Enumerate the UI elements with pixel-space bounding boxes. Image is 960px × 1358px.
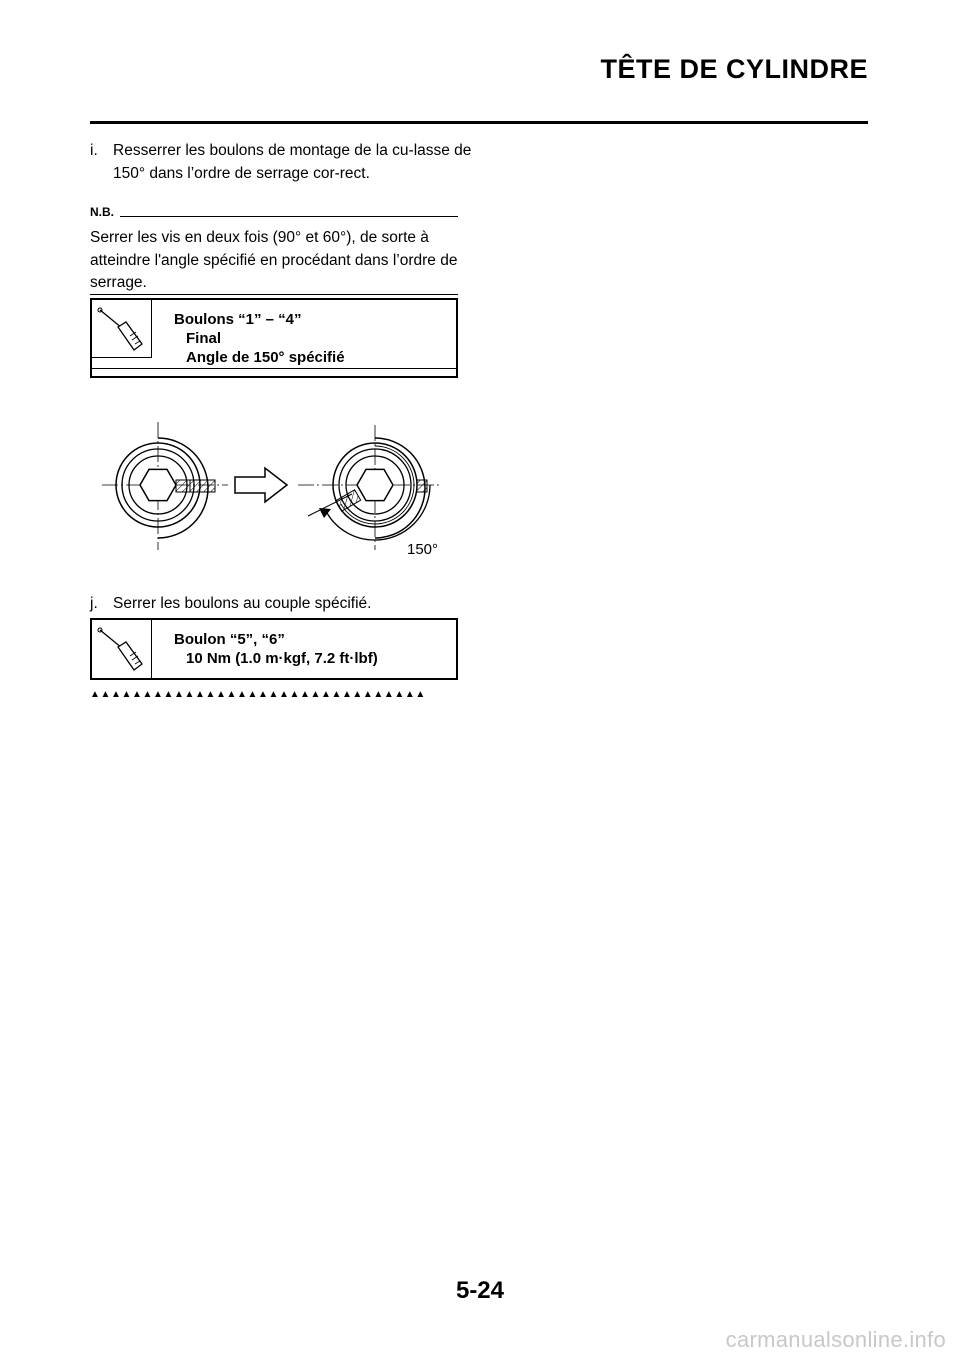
note-label: N.B. — [90, 205, 114, 219]
spec-text — [174, 310, 345, 367]
spec-title: Boulons “1” – “4” — [174, 311, 302, 328]
note-rule — [120, 216, 458, 217]
spec-bottom-rule — [92, 368, 456, 369]
note-heading — [90, 204, 458, 218]
angle-label: 150° — [407, 541, 439, 558]
step-marker: i. — [90, 142, 98, 159]
step-text: Resserrer les boulons de montage de la cu-lasse de 150° dans l’ordre de serrage cor-rect. — [113, 142, 472, 182]
page-number: 5-24 — [455, 1277, 505, 1304]
section-end-marks: ▲▲▲▲▲▲▲▲▲▲▲▲▲▲▲▲▲▲▲▲▲▲▲▲▲▲▲▲▲▲▲▲ — [90, 689, 426, 700]
spec-box-bolts-1-4 — [90, 298, 458, 378]
spec-title: Boulon “5”, “6” — [174, 631, 285, 648]
page-title: TÊTE DE CYLINDRE — [600, 54, 868, 84]
spec-text — [174, 630, 378, 668]
step-marker: j. — [90, 595, 98, 612]
bolt-tightening-angle-figure — [90, 400, 460, 580]
bolt-after-icon — [298, 425, 440, 550]
spec-line: 10 Nm (1.0 m·kgf, 7.2 ft·lbf) — [186, 650, 378, 667]
step-text: Serrer les boulons au couple spécifié. — [113, 595, 372, 612]
watermark: carmanualsonline.info — [725, 1327, 946, 1352]
note-text: Serrer les vis en deux fois (90° et 60°), de sorte à atteindre l'angle spécifié en procédant dans l’ordre de serrage. — [90, 229, 458, 291]
step-j — [90, 593, 481, 616]
spec-line: Angle de 150° spécifié — [186, 349, 345, 366]
torque-wrench-icon — [92, 300, 152, 358]
spec-line: Final — [186, 330, 222, 347]
header-rule — [90, 121, 868, 124]
bolt-before-icon — [102, 422, 228, 550]
arrow-right-icon — [235, 468, 287, 502]
spec-box-bolts-5-6 — [90, 618, 458, 680]
torque-wrench-icon — [92, 620, 152, 678]
note-end-rule — [90, 294, 458, 295]
step-i — [90, 140, 481, 185]
